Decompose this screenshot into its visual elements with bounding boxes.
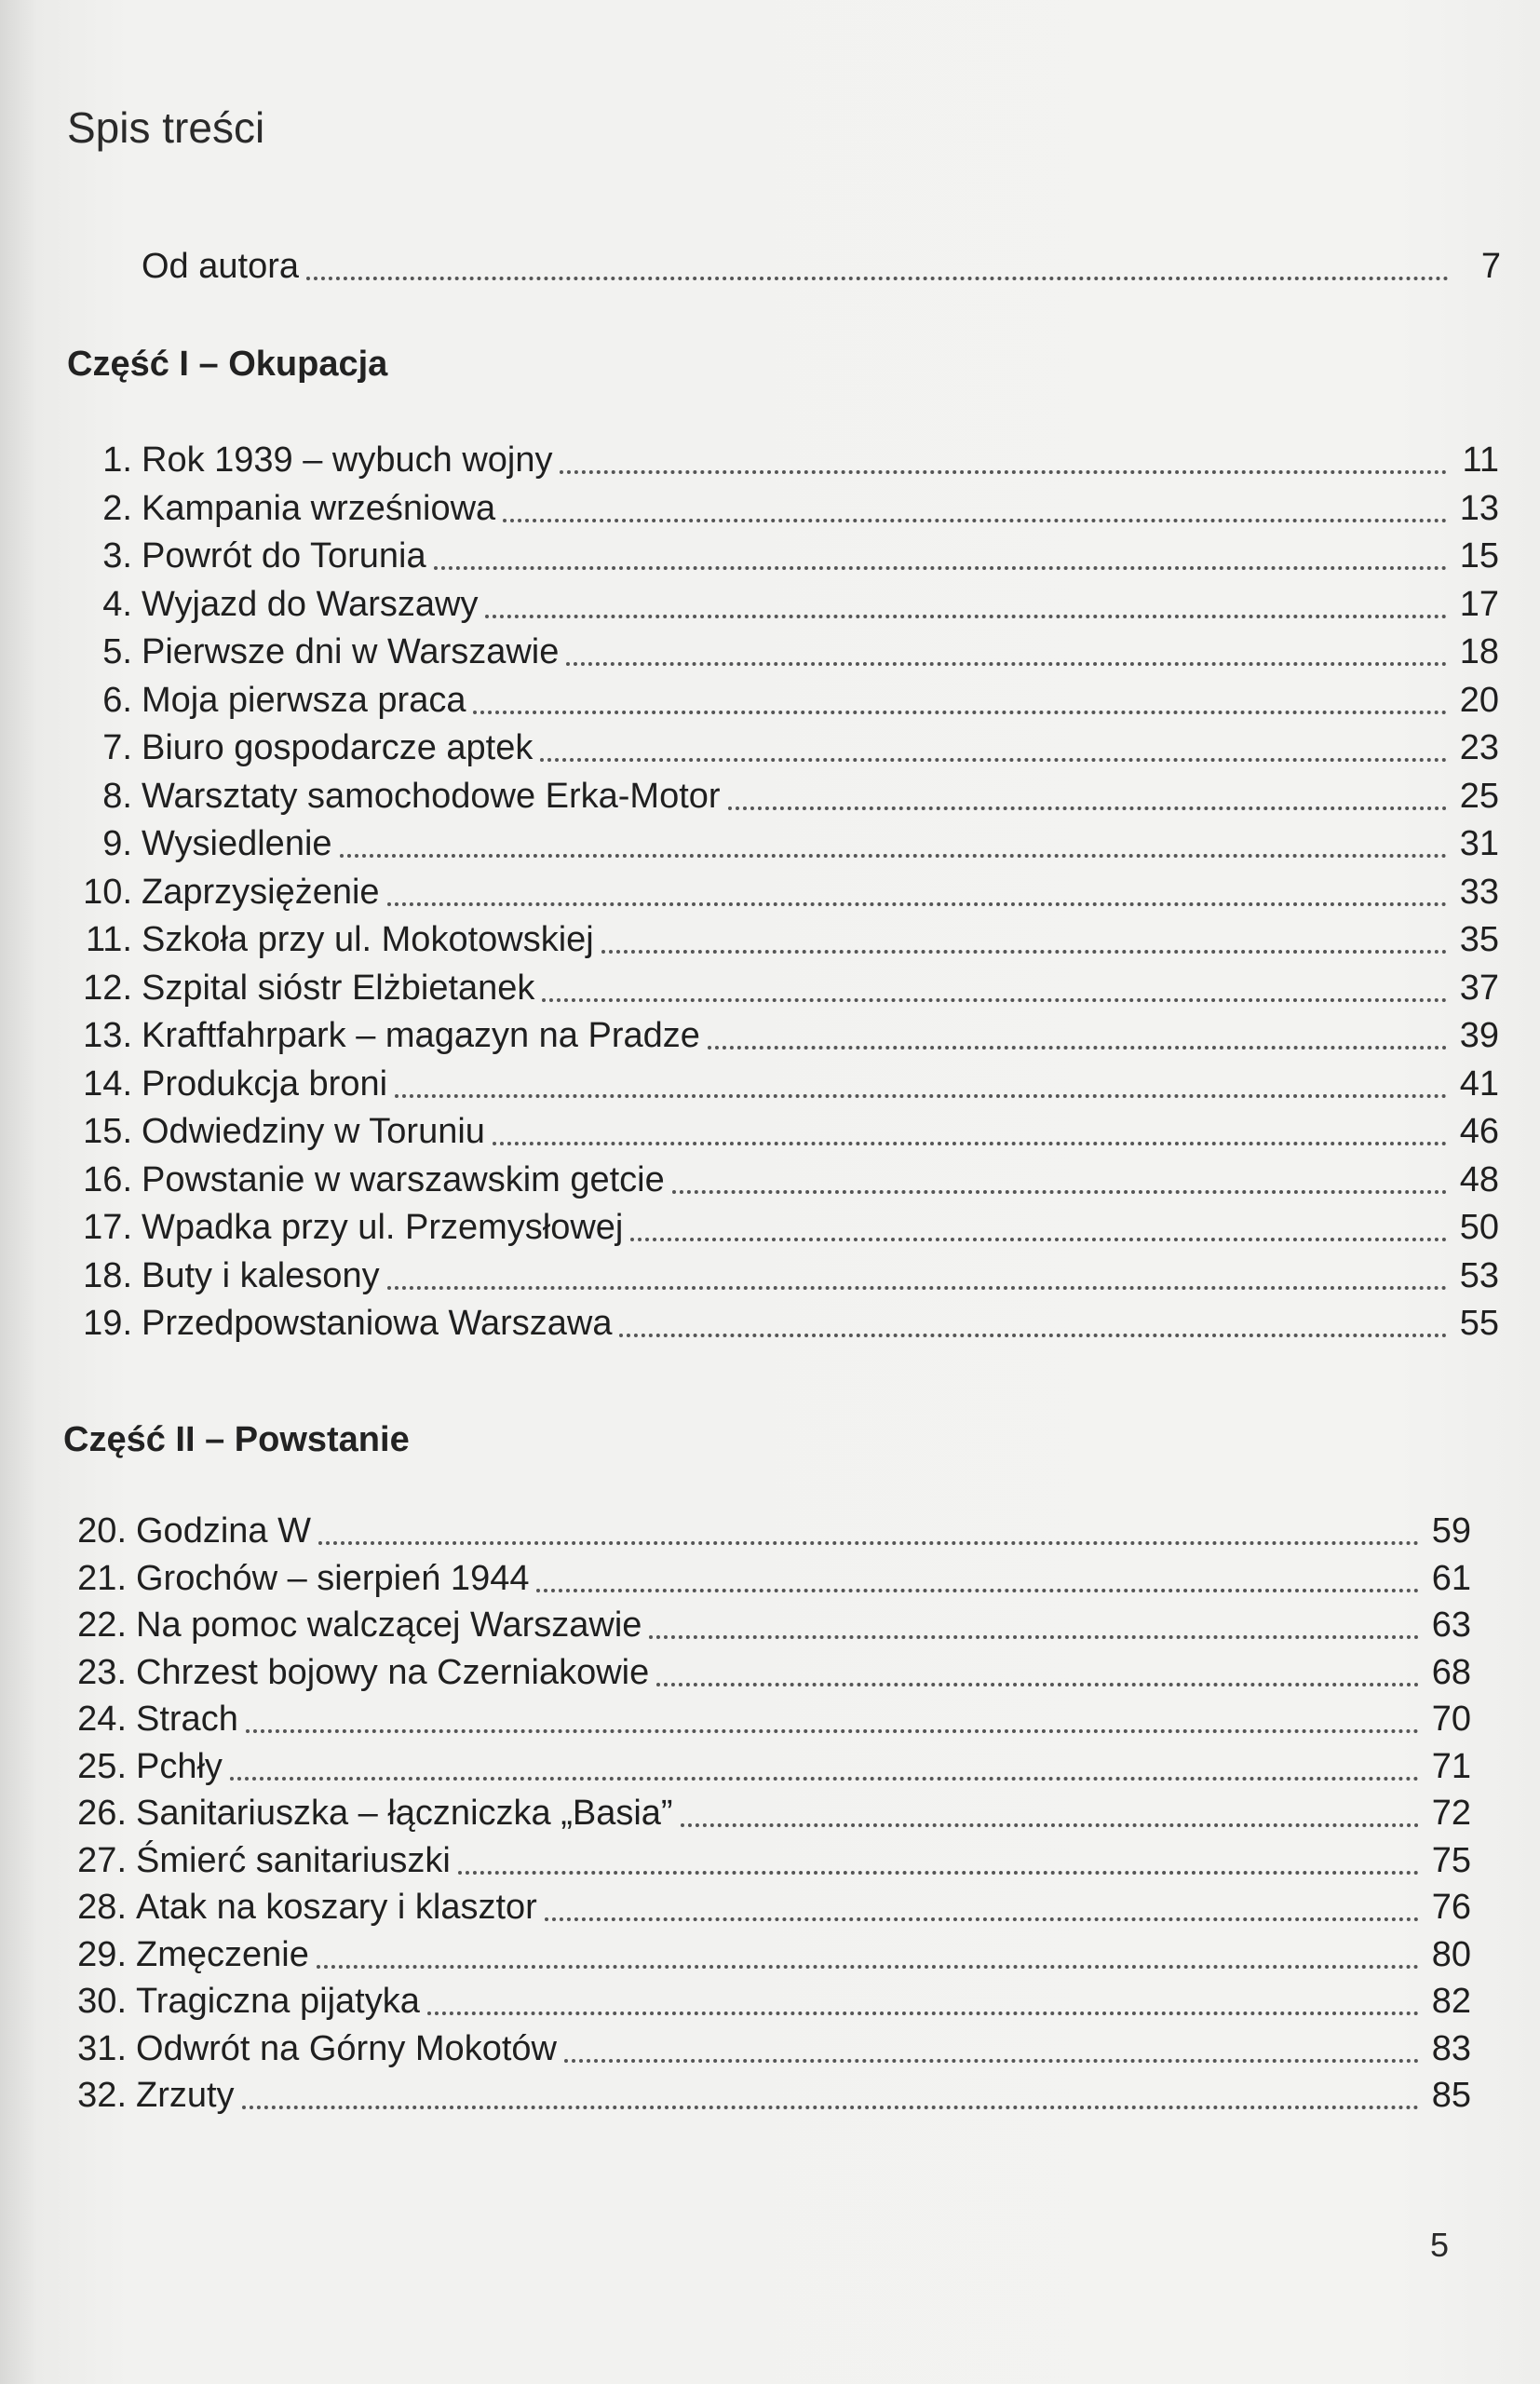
toc-entry-title: Kampania wrześniowa <box>142 488 496 528</box>
toc-entry-title: Powstanie w warszawskim getcie <box>142 1159 665 1199</box>
toc-entry-page: 50 <box>1459 1208 1499 1247</box>
toc-entry-page: 68 <box>1431 1652 1471 1692</box>
toc-entry-number: 29. <box>77 1934 127 1974</box>
toc-entry-number: 1. <box>102 440 132 480</box>
toc-leader-dots <box>473 711 1447 714</box>
toc-entry <box>56 1744 1471 1789</box>
toc-entry <box>56 1603 1471 1647</box>
toc-leader-dots <box>493 1142 1447 1145</box>
toc-entry-page: 59 <box>1431 1511 1471 1551</box>
toc-entry-page: 15 <box>1459 536 1499 576</box>
toc-leader-dots <box>317 1965 1419 1969</box>
toc-entry-title: Pierwsze dni w Warszawie <box>142 632 560 671</box>
toc-entry-number: 9. <box>102 824 132 863</box>
toc-entry <box>56 1205 1499 1250</box>
toc-entry-number: 5. <box>102 632 132 671</box>
toc-entry-title: Buty i kalesony <box>142 1255 380 1295</box>
toc-leader-dots <box>387 902 1447 906</box>
toc-entry-title: Atak na koszary i klasztor <box>136 1888 537 1927</box>
toc-entry <box>56 917 1499 962</box>
toc-entry-number: 23. <box>77 1652 127 1692</box>
toc-entry-page: 11 <box>1462 440 1499 480</box>
toc-entry-page: 23 <box>1459 728 1499 767</box>
toc-entry-title: Szpital sióstr Elżbietanek <box>142 968 535 1008</box>
toc-entry-number: 21. <box>77 1558 127 1598</box>
toc-entry-number: 31. <box>77 2028 127 2068</box>
toc-entry-page: 55 <box>1459 1304 1499 1343</box>
toc-entry <box>56 1062 1499 1106</box>
toc-entry-intro <box>142 244 1501 289</box>
toc-entry-number: 8. <box>102 776 132 816</box>
toc-entry-number: 11. <box>85 920 132 959</box>
toc-leader-dots <box>728 806 1447 810</box>
toc-entry <box>56 438 1499 482</box>
toc-leader-dots <box>387 1286 1447 1290</box>
toc-entry-number: 2. <box>102 488 132 528</box>
toc-leader-dots <box>672 1190 1447 1194</box>
toc-entry-page: 31 <box>1459 824 1499 863</box>
toc-entry-title: Wpadka przy ul. Przemysłowej <box>142 1208 624 1247</box>
toc-entry-title: Od autora <box>142 247 299 286</box>
toc-entry-number: 17. <box>83 1208 132 1247</box>
toc-entry-number: 3. <box>102 536 132 576</box>
toc-entry-page: 75 <box>1431 1840 1471 1880</box>
toc-leader-dots <box>503 519 1447 522</box>
toc-entry-page: 53 <box>1459 1255 1499 1295</box>
toc-entry-title: Wysiedlenie <box>142 824 332 863</box>
toc-entry <box>56 1013 1499 1058</box>
toc-leader-dots <box>230 1777 1419 1781</box>
toc-leader-dots <box>242 2106 1419 2109</box>
toc-leader-dots <box>619 1334 1447 1337</box>
toc-entry-title: Biuro gospodarcze aptek <box>142 728 534 767</box>
toc-leader-dots <box>601 950 1447 954</box>
toc-entry <box>56 2026 1471 2071</box>
toc-entry-page: 48 <box>1459 1159 1499 1199</box>
toc-leader-dots <box>564 2059 1419 2063</box>
toc-entry-page: 63 <box>1431 1605 1471 1645</box>
toc-leader-dots <box>708 1046 1447 1050</box>
toc-entry <box>56 1932 1471 1977</box>
toc-entry <box>56 1885 1471 1930</box>
toc-leader-dots <box>306 277 1449 280</box>
toc-entry-title: Na pomoc walczącej Warszawie <box>136 1605 642 1645</box>
toc-entry <box>56 534 1499 578</box>
toc-entry-page: 76 <box>1431 1888 1471 1927</box>
toc-leader-dots <box>458 1871 1419 1875</box>
toc-entry <box>56 966 1499 1010</box>
toc-entry <box>56 821 1499 866</box>
toc-entry <box>56 486 1499 531</box>
toc-entry-page: 71 <box>1431 1746 1471 1786</box>
toc-leader-dots <box>656 1683 1419 1686</box>
toc-entry-title: Odwrót na Górny Mokotów <box>136 2028 557 2068</box>
toc-heading: Spis treści <box>67 103 265 152</box>
toc-leader-dots <box>246 1729 1419 1733</box>
toc-entry-number: 10. <box>83 872 132 912</box>
toc-entry <box>56 870 1499 914</box>
toc-entry-page: 41 <box>1459 1063 1499 1104</box>
toc-entry-page: 37 <box>1459 968 1499 1008</box>
toc-entry-page: 85 <box>1431 2076 1471 2115</box>
toc-entry <box>56 725 1499 770</box>
toc-entry-page: 61 <box>1431 1558 1471 1598</box>
toc-entry-page: 83 <box>1431 2028 1471 2068</box>
toc-entry-page: 25 <box>1459 776 1499 816</box>
toc-entry-page: 70 <box>1431 1700 1471 1739</box>
toc-entry-title: Szkoła przy ul. Mokotowskiej <box>142 920 594 959</box>
toc-leader-dots <box>540 758 1447 762</box>
toc-entry-page: 82 <box>1431 1982 1471 2021</box>
toc-entry-number: 14. <box>83 1063 132 1104</box>
toc-entry <box>56 582 1499 627</box>
toc-entry-number: 16. <box>83 1159 132 1199</box>
toc-entry-title: Moja pierwsza praca <box>142 680 466 720</box>
toc-entry-title: Warsztaty samochodowe Erka-Motor <box>142 776 721 816</box>
toc-entry <box>56 1509 1471 1553</box>
toc-entry <box>56 1979 1471 2024</box>
toc-entry-number: 19. <box>83 1304 132 1343</box>
toc-entry <box>56 1253 1499 1298</box>
toc-entry-title: Produkcja broni <box>142 1063 388 1104</box>
toc-entry-page: 39 <box>1459 1016 1499 1055</box>
toc-entry-page: 72 <box>1431 1794 1471 1833</box>
toc-entry-number: 25. <box>77 1746 127 1786</box>
toc-leader-dots <box>649 1635 1419 1639</box>
toc-leader-dots <box>681 1823 1419 1827</box>
toc-entry-title: Zmęczenie <box>136 1934 309 1974</box>
part-title-1: Część I – Okupacja <box>67 345 388 384</box>
toc-entry-number: 7. <box>102 728 132 767</box>
toc-entry <box>56 774 1499 819</box>
toc-entry <box>56 1158 1499 1202</box>
toc-entry <box>56 1650 1471 1695</box>
toc-leader-dots <box>630 1238 1447 1241</box>
toc-entry-number: 15. <box>83 1112 132 1151</box>
toc-entry-page: 17 <box>1459 584 1499 624</box>
toc-entry-title: Grochów – sierpień 1944 <box>136 1558 530 1598</box>
toc-entry <box>56 1301 1499 1346</box>
toc-entry-title: Odwiedziny w Toruniu <box>142 1112 485 1151</box>
toc-entry <box>56 678 1499 723</box>
page-number: 5 <box>1430 2226 1450 2264</box>
toc-entry <box>56 1109 1499 1154</box>
toc-entry-title: Powrót do Torunia <box>142 536 426 576</box>
toc-leader-dots <box>485 615 1447 618</box>
toc-entry <box>56 1556 1471 1601</box>
toc-entry-title: Wyjazd do Warszawy <box>142 584 479 624</box>
toc-entry <box>56 1838 1471 1883</box>
part-title-2: Część II – Powstanie <box>63 1420 410 1459</box>
toc-entry-title: Śmierć sanitariuszki <box>136 1840 451 1880</box>
toc-entry <box>56 2073 1471 2118</box>
toc-entry-number: 30. <box>77 1982 127 2021</box>
toc-entry-number: 32. <box>77 2076 127 2115</box>
toc-leader-dots <box>340 854 1447 858</box>
toc-entry-title: Rok 1939 – wybuch wojny <box>142 440 553 480</box>
toc-leader-dots <box>395 1094 1447 1098</box>
toc-entry <box>56 1697 1471 1741</box>
toc-entry-number: 27. <box>77 1840 127 1880</box>
toc-entry-number: 28. <box>77 1888 127 1927</box>
toc-entry-number: 13. <box>83 1016 132 1055</box>
toc-entry <box>56 630 1499 674</box>
toc-entry-title: Chrzest bojowy na Czerniakowie <box>136 1652 650 1692</box>
toc-entry-title: Przedpowstaniowa Warszawa <box>142 1304 613 1343</box>
toc-entry-number: 4. <box>102 584 132 624</box>
toc-leader-dots <box>427 2012 1419 2015</box>
toc-entry-title: Pchły <box>136 1746 223 1786</box>
toc-entry-page: 35 <box>1459 920 1499 959</box>
toc-entry-title: Zaprzysiężenie <box>142 872 380 912</box>
toc-entry-page: 18 <box>1459 632 1499 671</box>
toc-entry-page: 20 <box>1459 680 1499 720</box>
toc-leader-dots <box>318 1541 1419 1545</box>
toc-entry-number: 20. <box>77 1511 127 1551</box>
toc-leader-dots <box>560 470 1447 474</box>
toc-leader-dots <box>545 1917 1419 1921</box>
toc-entry-number: 26. <box>77 1794 127 1833</box>
toc-entry-page: 80 <box>1431 1934 1471 1974</box>
toc-leader-dots <box>566 662 1447 666</box>
toc-entry-number: 18. <box>83 1255 132 1295</box>
toc-entry-number: 22. <box>77 1605 127 1645</box>
toc-entry-title: Sanitariuszka – łączniczka „Basia” <box>136 1794 673 1833</box>
toc-leader-dots <box>542 998 1447 1002</box>
toc-entry-number: 12. <box>83 968 132 1008</box>
toc-entry-page: 13 <box>1459 488 1499 528</box>
toc-entry-number: 24. <box>77 1700 127 1739</box>
toc-entry <box>56 1791 1471 1835</box>
toc-entry-title: Tragiczna pijatyka <box>136 1982 420 2021</box>
toc-entry-title: Godzina W <box>136 1511 311 1551</box>
toc-entry-page: 46 <box>1459 1112 1499 1151</box>
toc-entry-page: 33 <box>1459 872 1499 912</box>
toc-entry-number: 6. <box>102 680 132 720</box>
toc-entry-title: Strach <box>136 1700 238 1739</box>
toc-leader-dots <box>434 566 1447 570</box>
toc-entry-page: 7 <box>1480 247 1501 286</box>
toc-entry-title: Zrzuty <box>136 2076 235 2115</box>
toc-leader-dots <box>536 1589 1419 1592</box>
toc-entry-title: Kraftfahrpark – magazyn na Pradze <box>142 1016 700 1055</box>
